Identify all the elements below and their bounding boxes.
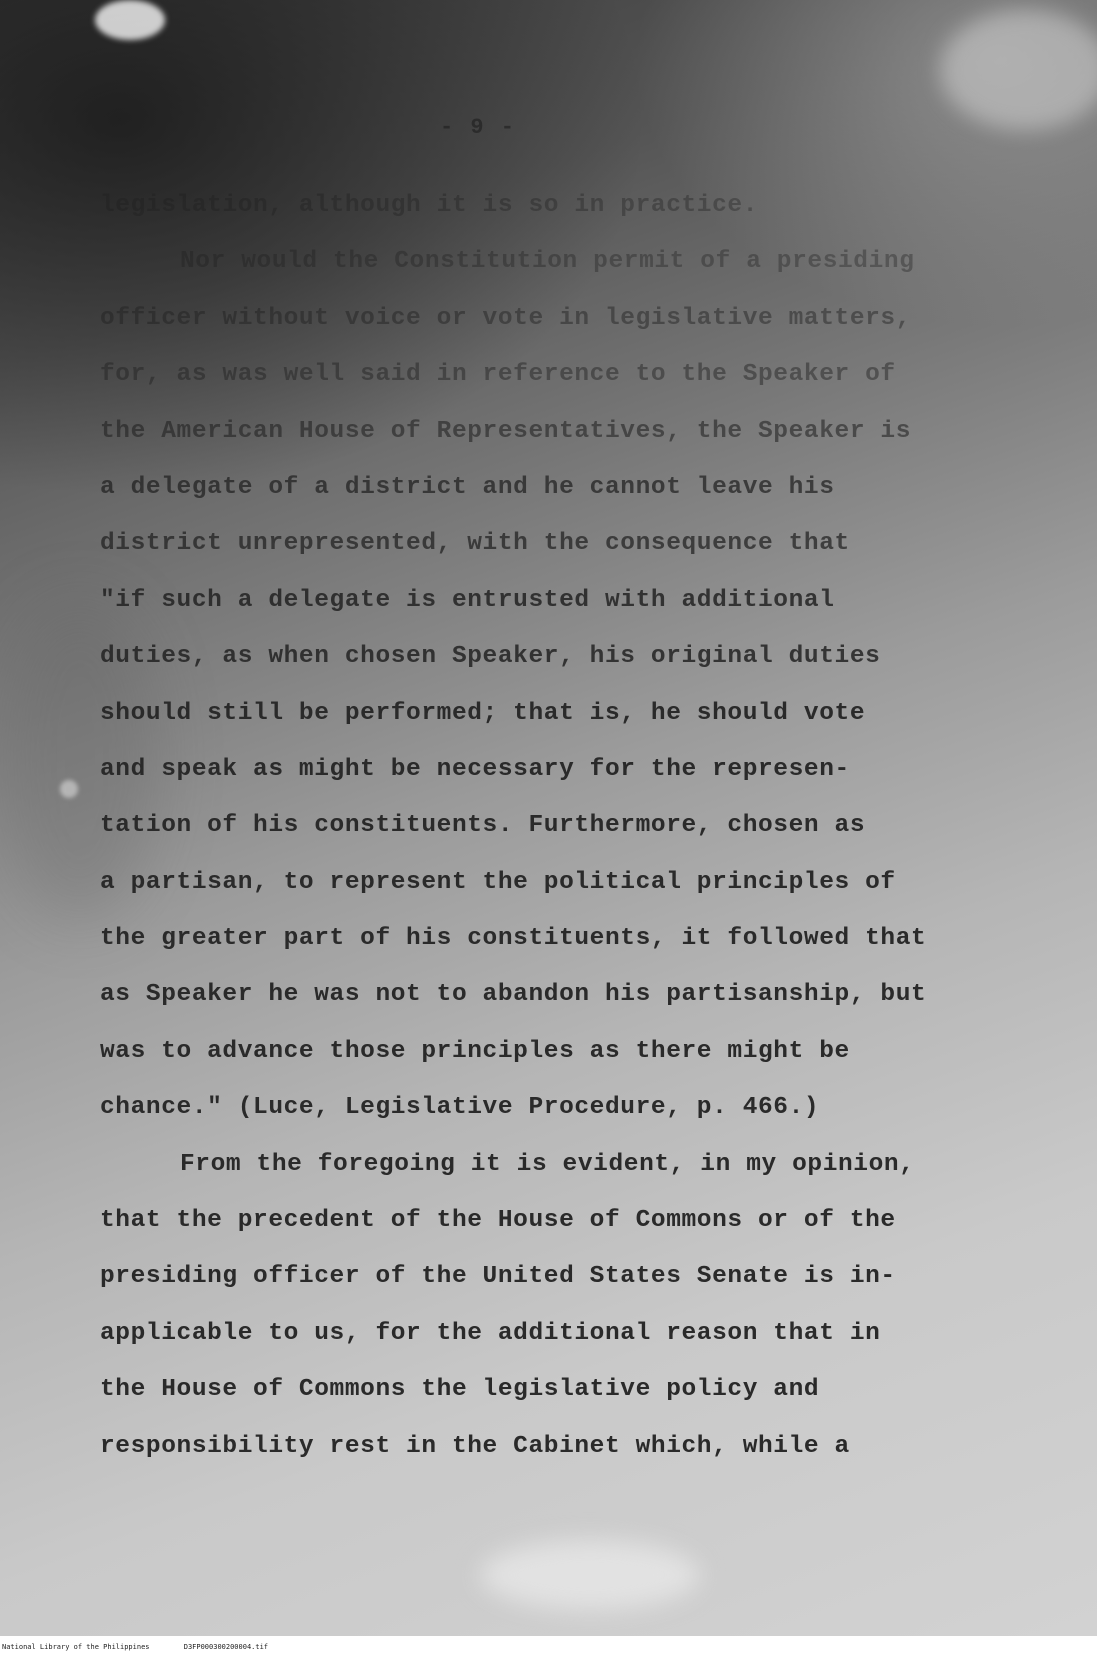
text-line: and speak as might be necessary for the represen-: [100, 755, 850, 783]
footer-institution: National Library of the Philippines: [2, 1643, 150, 1651]
text-line: the American House of Representatives, the Speaker is: [100, 417, 912, 445]
text-line: for, as was well said in reference to the Speaker of: [100, 361, 896, 389]
paper-stain: [95, 0, 165, 40]
text-line: officer without voice or vote in legislative matters,: [100, 304, 912, 332]
text-line: district unrepresented, with the consequence that: [100, 530, 850, 558]
text-line: a delegate of a district and he cannot leave his: [100, 473, 835, 501]
text-line: the House of Commons the legislative policy and: [100, 1376, 820, 1404]
text-line: the greater part of his constituents, it followed that: [100, 925, 927, 953]
paper-stain: [940, 10, 1097, 130]
text-line: as Speaker he was not to abandon his partisanship, but: [100, 981, 927, 1009]
text-line: presiding officer of the United States Senate is in-: [100, 1263, 896, 1291]
text-line: should still be performed; that is, he should vote: [100, 699, 866, 727]
text-line: applicable to us, for the additional reason that in: [100, 1319, 881, 1347]
text-line: legislation, although it is so in practice.: [100, 192, 759, 219]
text-line: tation of his constituents. Furthermore, chosen as: [100, 812, 866, 840]
paper-stain: [60, 780, 78, 798]
body-text: [100, 185, 1000, 1482]
scan-footer: [0, 1636, 1097, 1658]
text-line: "if such a delegate is entrusted with additional: [100, 586, 835, 614]
text-line: responsibility rest in the Cabinet which, while a: [100, 1432, 850, 1460]
text-line: From the foregoing it is evident, in my opinion,: [180, 1150, 915, 1178]
footer-file-id: D3FP000300200004.tif: [183, 1643, 269, 1651]
text-line: Nor would the Constitution permit of a presiding: [180, 248, 915, 276]
page-number: - 9 -: [440, 115, 517, 140]
text-line: that the precedent of the House of Commons or of the: [100, 1207, 896, 1235]
text-line: a partisan, to represent the political principles of: [100, 868, 896, 896]
text-line: duties, as when chosen Speaker, his original duties: [100, 643, 881, 671]
text-line: chance." (Luce, Legislative Procedure, p. 466.): [100, 1094, 820, 1122]
paper-stain: [480, 1540, 700, 1610]
text-line: was to advance those principles as there might be: [100, 1037, 850, 1065]
